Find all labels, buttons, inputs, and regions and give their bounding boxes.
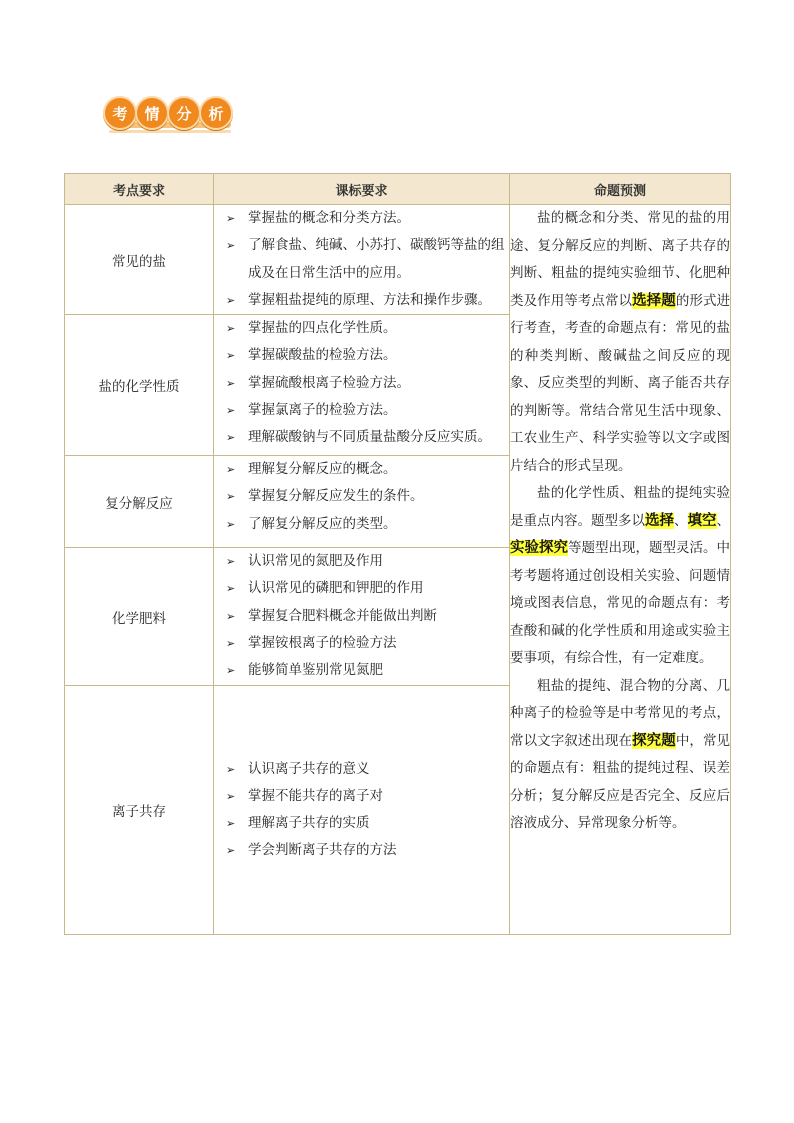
arrow-bullet-icon: ➢ <box>226 293 236 307</box>
arrow-bullet-icon: ➢ <box>226 322 236 336</box>
highlight-choice-question: 选择题 <box>632 292 676 309</box>
list-item: ➢ 认识离子共存的意义 <box>222 756 505 783</box>
list-item: ➢ 能够简单鉴别常见氮肥 <box>222 657 505 684</box>
arrow-bullet-icon: ➢ <box>226 789 236 803</box>
arrow-bullet-icon: ➢ <box>226 490 236 504</box>
list-item: ➢ 认识常见的磷肥和钾肥的作用 <box>222 575 505 602</box>
header-topic: 考点要求 <box>65 174 214 205</box>
requirements-cell <box>214 686 510 935</box>
arrow-bullet-icon: ➢ <box>226 762 236 776</box>
heading-char-1: 考 <box>103 96 137 130</box>
highlight-choice: 选择 <box>645 512 674 529</box>
table-row <box>65 205 731 315</box>
arrow-bullet-icon: ➢ <box>226 609 236 623</box>
arrow-bullet-icon: ➢ <box>226 555 236 569</box>
heading-char-2: 情 <box>135 96 169 130</box>
arrow-bullet-icon: ➢ <box>226 463 236 477</box>
arrow-bullet-icon: ➢ <box>226 239 236 253</box>
list-item: ➢ 掌握铵根离子的检验方法 <box>222 630 505 657</box>
prediction-paragraph-3: 粗盐的提纯、混合物的分离、几种离子的检验等是中考常见的考点，常以文字叙述出现在探究题中，常见的命题点有：粗盐的提纯过程、误差分析；复分解反应是否完全、反应后溶液成分、异常现象分析等。 <box>510 677 731 831</box>
arrow-bullet-icon: ➢ <box>226 664 236 678</box>
arrow-bullet-icon: ➢ <box>226 349 236 363</box>
section-heading <box>101 94 233 138</box>
topic-cell: 盐的化学性质 <box>65 315 214 456</box>
arrow-bullet-icon: ➢ <box>226 817 236 831</box>
list-item: ➢ 理解复分解反应的概念。 <box>222 456 505 483</box>
topic-cell: 常见的盐 <box>65 205 214 315</box>
topic-cell: 离子共存 <box>65 686 214 935</box>
list-item: ➢ 掌握不能共存的离子对 <box>222 783 505 810</box>
header-prediction: 命题预测 <box>510 174 731 205</box>
highlight-experiment: 实验探究 <box>510 540 568 556</box>
topic-cell: 化学肥料 <box>65 548 214 686</box>
arrow-bullet-icon: ➢ <box>226 376 236 390</box>
heading-char-4: 析 <box>199 96 233 130</box>
arrow-bullet-icon: ➢ <box>226 431 236 445</box>
heading-char-3: 分 <box>167 96 201 130</box>
table-header-row <box>65 174 731 205</box>
list-item: ➢ 认识常见的氮肥及作用 <box>222 548 505 575</box>
list-item: ➢ 掌握碳酸盐的检验方法。 <box>222 342 505 369</box>
topic-cell: 复分解反应 <box>65 456 214 548</box>
highlight-inquiry-question: 探究题 <box>632 732 676 749</box>
arrow-bullet-icon: ➢ <box>226 844 236 858</box>
header-curriculum: 课标要求 <box>214 174 510 205</box>
list-item: ➢ 理解碳酸钠与不同质量盐酸分反应实质。 <box>222 424 505 451</box>
arrow-bullet-icon: ➢ <box>226 404 236 418</box>
list-item: ➢ 掌握复合肥料概念并能做出判断 <box>222 603 505 630</box>
list-item: ➢ 掌握复分解反应发生的条件。 <box>222 483 505 510</box>
exam-analysis-table <box>64 173 731 935</box>
list-item: ➢ 掌握硫酸根离子检验方法。 <box>222 370 505 397</box>
list-item: ➢ 掌握粗盐提纯的原理、方法和操作步骤。 <box>222 287 505 314</box>
requirements-cell <box>214 548 510 686</box>
arrow-bullet-icon: ➢ <box>226 582 236 596</box>
list-item: ➢ 理解离子共存的实质 <box>222 810 505 837</box>
list-item: ➢ 了解复分解反应的类型。 <box>222 511 505 538</box>
list-item: ➢ 掌握氯离子的检验方法。 <box>222 397 505 424</box>
arrow-bullet-icon: ➢ <box>226 212 236 225</box>
requirements-cell <box>214 456 510 548</box>
list-item: ➢ 掌握盐的四点化学性质。 <box>222 315 505 342</box>
prediction-cell <box>510 205 731 935</box>
requirements-cell <box>214 315 510 456</box>
requirements-cell <box>214 205 510 315</box>
list-item: ➢ 掌握盐的概念和分类方法。 <box>222 205 505 232</box>
highlight-fill-blank: 填空 <box>687 512 717 529</box>
prediction-paragraph-2: 盐的化学性质、粗盐的提纯实验是重点内容。题型多以选择、填空、实验探究等题型出现，题型灵活。中考考题将通过创设相关实验、问题情境或图表信息，常见的命题点有：考查酸和碱的化学性质和用途或实验主要事项，有综合性，有一定难度。 <box>510 485 730 666</box>
arrow-bullet-icon: ➢ <box>226 637 236 651</box>
list-item: ➢ 了解食盐、纯碱、小苏打、碳酸钙等盐的组成及在日常生活中的应用。 <box>222 232 505 287</box>
arrow-bullet-icon: ➢ <box>226 517 236 531</box>
prediction-paragraph-1: 盐的概念和分类、常见的盐的用途、复分解反应的判断、离子共存的判断、粗盐的提纯实验细节、化肥种类及作用等考点常以选择题的形式进行考查，考查的命题点有：常见的盐的种类判断、酸碱盐之间反应的现象、反应类型的判断、离子能否共存的判断等。常结合常见生活中现象、工农业生产、科学实验等以文字或图片结合的形式呈现。 <box>510 210 731 474</box>
list-item: ➢ 学会判断离子共存的方法 <box>222 837 505 864</box>
heading-underline-light <box>109 130 231 133</box>
